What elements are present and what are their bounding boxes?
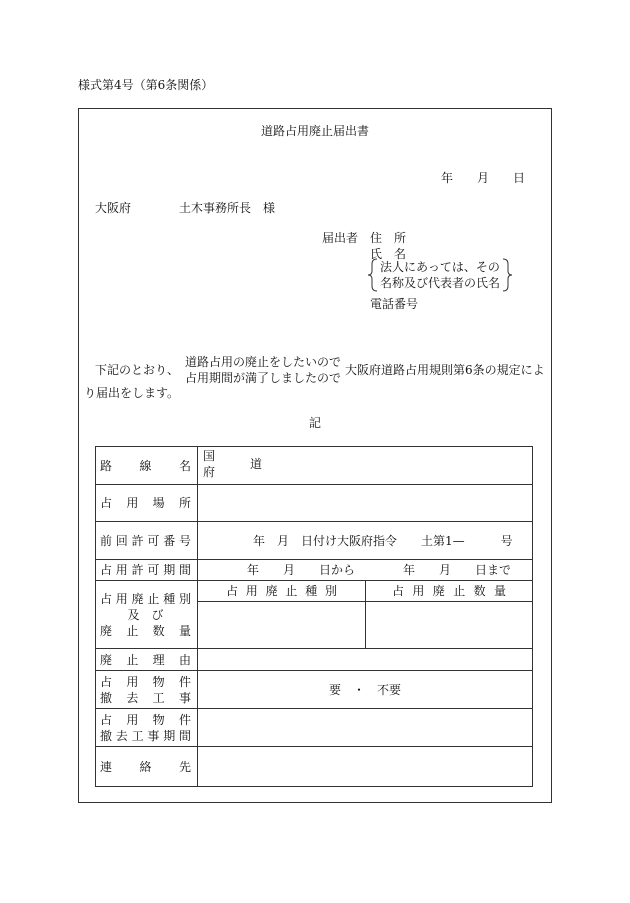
phone-label: 電話番号 — [370, 297, 419, 311]
row-reason — [96, 648, 532, 670]
route-name-label: 路 線 名 — [100, 458, 191, 473]
statement-lead: 下記のとおり、 — [95, 363, 180, 377]
ki-heading: 記 — [308, 416, 321, 430]
abolition-type-header: 占用廃止種別 — [226, 584, 337, 598]
abolition-quantity-header: 占用廃止数量 — [392, 584, 506, 598]
form-title: 道路占用廃止届出書 — [260, 124, 369, 138]
statement-continuation: り届出をします。 — [84, 386, 180, 400]
abolition-label-cell — [96, 581, 198, 648]
abolition-type-header-cell — [198, 581, 365, 602]
statement-option-abolish: 道路占用の廃止をしたいので — [185, 355, 342, 369]
name-note-line2: 名称及び代表者の氏名 — [380, 276, 501, 290]
permit-period-label-cell — [96, 560, 198, 580]
row-abolition — [96, 580, 532, 648]
route-name-label-cell — [96, 447, 198, 484]
location-label: 占 用 場 所 — [100, 496, 191, 510]
row-removal-period — [96, 708, 532, 746]
removal-period-label-line: 撤去工事期間 — [100, 728, 191, 743]
reason-label: 廃 止 理 由 — [100, 652, 191, 667]
permit-period-value-cell — [198, 560, 532, 580]
statement-option-expired: 占用期間が満了しましたので — [185, 371, 342, 385]
removal-period-label-cell — [96, 709, 198, 746]
name-label: 氏 名 — [370, 247, 407, 261]
removal-work-value-cell — [198, 671, 532, 708]
permit-period-value: 年 月 日から 年 月 日まで — [247, 563, 512, 577]
contact-label: 連 絡 先 — [100, 759, 191, 774]
removal-work-label-line: 占 用 物 件 — [100, 674, 191, 689]
row-location — [96, 484, 532, 521]
form-table — [95, 446, 533, 787]
abolition-type-column — [198, 581, 366, 648]
form-number: 様式第4号（第6条関係） — [78, 78, 214, 92]
abolition-quantity-column — [366, 581, 532, 648]
location-value-cell — [198, 485, 532, 521]
address-label: 住 所 — [370, 231, 407, 245]
addressee-prefecture: 大阪府 — [95, 201, 132, 215]
date-line: 年 月 日 — [441, 171, 526, 185]
bracket-right — [503, 259, 512, 291]
removal-work-label-cell — [96, 671, 198, 708]
previous-permit-label-cell — [96, 522, 198, 559]
route-fu: 府 — [203, 465, 216, 479]
applicant-label: 届出者 — [322, 231, 359, 245]
route-kuni: 国 — [203, 449, 216, 463]
abolition-value-cell — [198, 581, 532, 648]
abolition-label-line: 占用廃止種別 — [100, 591, 191, 606]
previous-permit-label: 前回許可番号 — [100, 533, 191, 548]
previous-permit-value-cell — [198, 522, 532, 559]
removal-period-label-line: 占 用 物 件 — [100, 712, 191, 727]
abolition-label-line: 及 び — [127, 607, 164, 622]
bracket-left — [368, 259, 377, 291]
route-road: 道 — [250, 457, 263, 471]
contact-value-cell — [198, 747, 532, 786]
abolition-quantity-header-cell — [366, 581, 532, 602]
removal-work-label-line: 撤 去 工 事 — [100, 690, 191, 705]
name-note-line1: 法人にあっては、その — [380, 260, 500, 274]
contact-label-cell — [96, 747, 198, 786]
reason-label-cell — [96, 649, 198, 670]
row-removal-work — [96, 670, 532, 708]
reason-value-cell — [198, 649, 532, 670]
row-contact — [96, 746, 532, 786]
row-route-name — [96, 447, 532, 484]
statement-tail: 大阪府道路占用規則第6条の規定によ — [345, 363, 545, 377]
previous-permit-value: 年 月 日付け大阪府指令 土第1— 号 — [253, 533, 513, 548]
addressee-office: 土木事務所長 様 — [179, 201, 276, 215]
location-label-cell — [96, 485, 198, 521]
permit-period-label: 占用許可期間 — [100, 563, 191, 577]
route-name-value-cell — [198, 447, 532, 484]
removal-work-value: 要 ・ 不要 — [328, 682, 401, 697]
abolition-label-line: 廃 止 数 量 — [100, 623, 191, 638]
removal-period-value-cell — [198, 709, 532, 746]
row-permit-period — [96, 559, 532, 580]
row-previous-permit — [96, 521, 532, 559]
